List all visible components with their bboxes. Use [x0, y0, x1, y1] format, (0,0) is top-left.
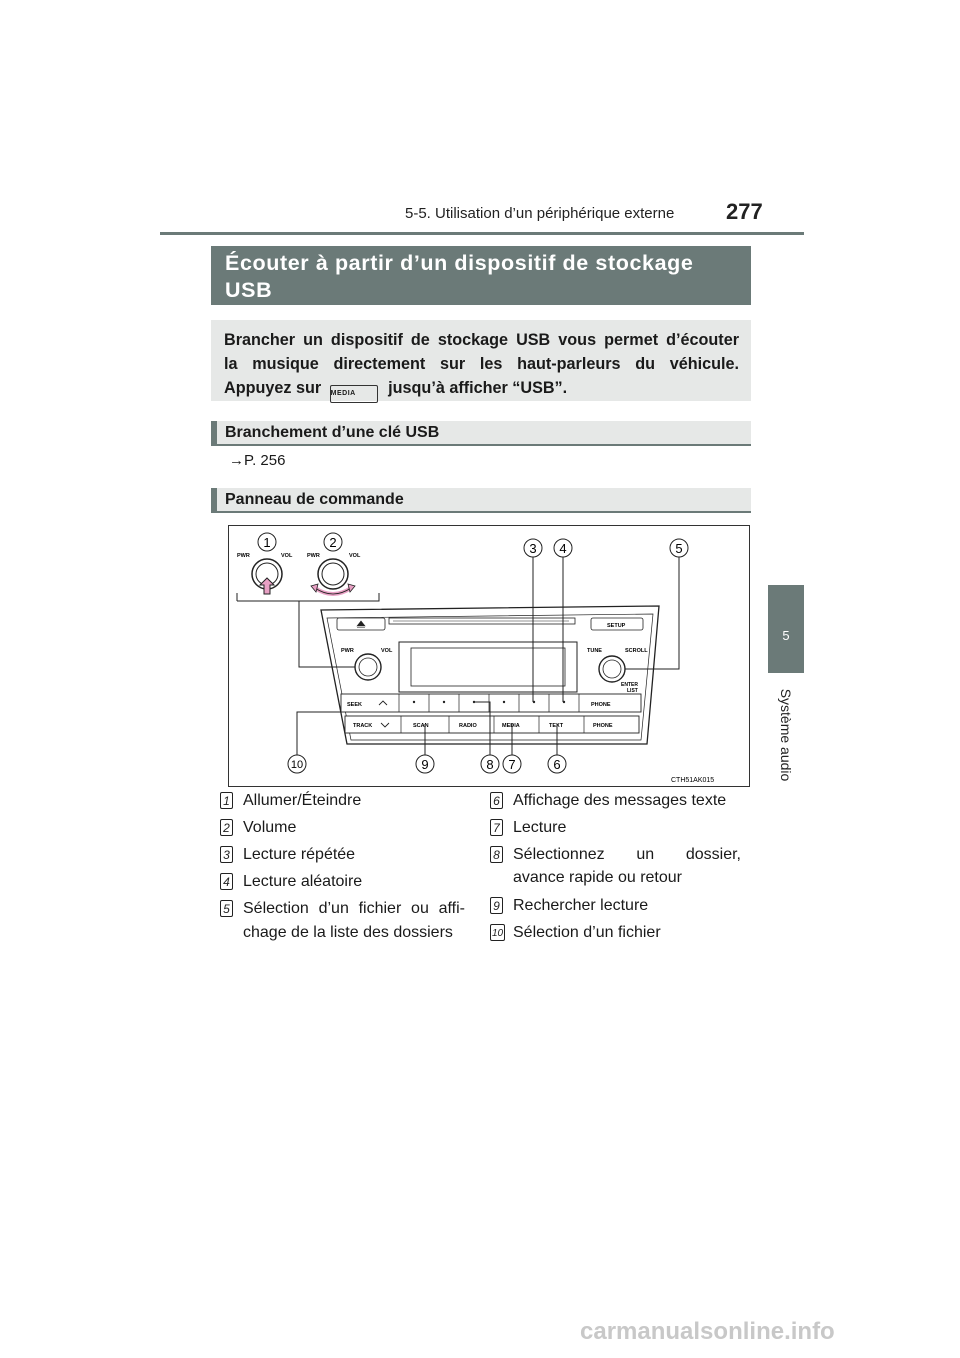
legend-text: Sélectionnez un dossier, [513, 846, 741, 863]
legend-text-continued: chage de la liste des dossiers [243, 924, 453, 941]
svg-text:9: 9 [421, 757, 429, 772]
section-header: 5-5. Utilisation d’un périphérique externe [405, 205, 675, 222]
legend-number: 3 [220, 846, 233, 863]
svg-text:LIST: LIST [627, 688, 638, 694]
panel-heading: Panneau de commande [211, 488, 751, 513]
legend-number: 4 [220, 873, 233, 890]
svg-text:PWR: PWR [307, 553, 320, 559]
page-number: 277 [726, 199, 763, 224]
svg-text:PHONE: PHONE [593, 723, 613, 729]
svg-text:MEDIA: MEDIA [502, 723, 520, 729]
svg-text:SETUP: SETUP [607, 623, 626, 629]
legend-text: Lecture répétée [243, 846, 356, 863]
legend-text: Affichage des messages texte [513, 792, 727, 809]
legend-text: Sélection d’un fichier [513, 924, 661, 941]
legend-number: 7 [490, 819, 503, 836]
svg-text:TUNE: TUNE [587, 648, 602, 654]
watermark: carmanualsonline.info [580, 1318, 835, 1345]
figure-code: CTH51AK015 [671, 777, 715, 784]
usb-heading: Branchement d’une clé USB [211, 421, 751, 446]
svg-text:TRACK: TRACK [353, 723, 373, 729]
svg-text:RADIO: RADIO [459, 723, 477, 729]
svg-text:4: 4 [559, 541, 567, 556]
legend-text: Lecture [513, 819, 567, 836]
intro-line-1: Brancher un dispositif de stockage USB vous permet d’écouter [224, 331, 739, 349]
legend-text: Sélection d’un fichier ou affi- [243, 900, 465, 917]
legend-text-continued: avance rapide ou retour [513, 869, 682, 886]
svg-text:1: 1 [263, 535, 271, 550]
svg-text:VOL: VOL [381, 648, 393, 654]
svg-text:8: 8 [486, 757, 494, 772]
svg-text:VOL: VOL [349, 553, 361, 559]
svg-text:7: 7 [508, 757, 516, 772]
media-button-icon: MEDIA [330, 385, 378, 403]
svg-text:SCAN: SCAN [413, 723, 429, 729]
intro-box [211, 320, 751, 401]
chapter-number: 5 [782, 628, 790, 643]
svg-text:5: 5 [675, 541, 683, 556]
svg-text:10: 10 [290, 759, 304, 771]
chapter-label: Système audio [778, 688, 794, 782]
volume-knob-illustration [307, 553, 361, 594]
svg-text:3: 3 [529, 541, 537, 556]
svg-text:2: 2 [329, 535, 337, 550]
legend-number: 5 [220, 900, 233, 917]
legend-number: 1 [220, 792, 233, 809]
legend-text: Lecture aléatoire [243, 873, 363, 890]
power-knob-illustration [237, 553, 293, 594]
header-divider [160, 232, 804, 235]
control-panel-diagram [228, 525, 750, 787]
intro-line-2: la musique directement sur les haut-parleurs du véhicule. [224, 355, 739, 373]
svg-text:SEEK: SEEK [347, 702, 362, 708]
intro-line-3 [224, 376, 739, 403]
intro-line-3-end: jusqu’à afficher “USB”. [388, 379, 568, 397]
intro-line-3-start: Appuyez sur [224, 379, 322, 397]
svg-text:VOL: VOL [281, 553, 293, 559]
legend-number: 8 [490, 846, 503, 863]
legend-text: Volume [243, 819, 297, 836]
legend-number: 6 [490, 792, 503, 809]
svg-text:PHONE: PHONE [591, 702, 611, 708]
svg-text:SCROLL: SCROLL [625, 648, 648, 654]
control-panel-illustration [229, 526, 749, 786]
legend-number: 10 [490, 924, 505, 941]
legend-text: Allumer/Éteindre [243, 792, 362, 809]
page-reference: →P. 256 [229, 452, 286, 469]
legend-number: 9 [490, 897, 503, 914]
page-title: Écouter à partir d’un dispositif de stockage USB [211, 246, 751, 305]
svg-text:PWR: PWR [237, 553, 250, 559]
svg-text:ENTER: ENTER [621, 682, 638, 688]
legend-text: Rechercher lecture [513, 897, 649, 914]
legend-number: 2 [220, 819, 233, 836]
svg-text:6: 6 [553, 757, 561, 772]
svg-text:PWR: PWR [341, 648, 354, 654]
svg-text:TEXT: TEXT [549, 723, 564, 729]
